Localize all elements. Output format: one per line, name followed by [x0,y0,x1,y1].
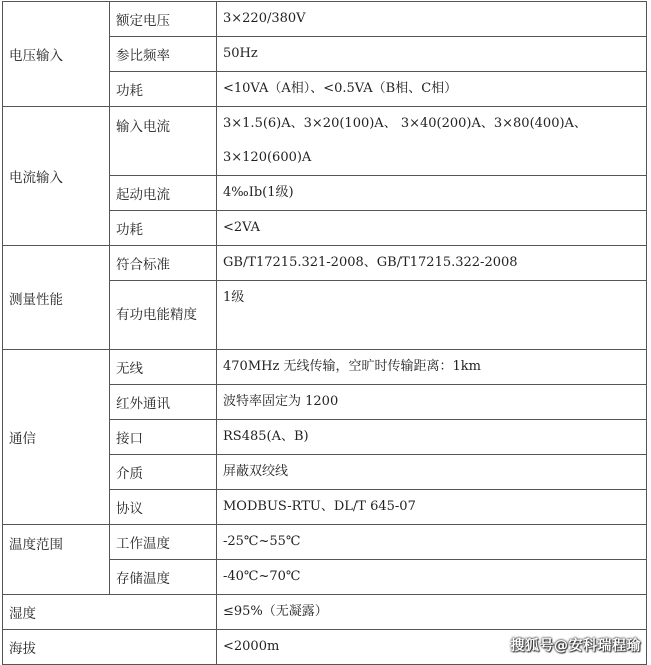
param-name: 有功电能精度 [110,281,217,350]
param-value: 波特率固定为 1200 [217,385,647,420]
param-name: 起动电流 [110,176,217,211]
param-name: 符合标准 [110,246,217,281]
param-value: 3×1.5(6)A、3×20(100)A、 3×40(200)A、3×80(400)A、3×120(600)A [217,107,647,176]
param-name: 参比频率 [110,37,217,72]
param-name: 额定电压 [110,2,217,37]
category-measurement: 测量性能 [3,246,110,350]
param-name: 输入电流 [110,107,217,176]
category-temperature: 温度范围 [3,525,110,595]
param-value: 470MHz 无线传输，空旷时传输距离：1km [217,350,647,385]
param-value: GB/T17215.321-2008、GB/T17215.322-2008 [217,246,647,281]
category-communication: 通信 [3,350,110,525]
param-name: 接口 [110,420,217,455]
param-value: 1级 [217,281,647,350]
category-voltage-input: 电压输入 [3,2,110,107]
param-name: 功耗 [110,72,217,107]
watermark: 搜狐号@安科瑞程瑜 [510,638,641,654]
category-altitude: 海拔 [3,630,217,665]
param-name: 存储温度 [110,560,217,595]
param-value: -25℃~55℃ [217,525,647,560]
param-value: 屏蔽双绞线 [217,455,647,490]
param-name: 介质 [110,455,217,490]
param-name: 功耗 [110,211,217,246]
param-value: 50Hz [217,37,647,72]
param-value: MODBUS-RTU、DL/T 645-07 [217,490,647,525]
param-value: -40℃~70℃ [217,560,647,595]
spec-table [2,1,647,665]
param-value: <2VA [217,211,647,246]
category-humidity: 湿度 [3,595,217,630]
param-name: 工作温度 [110,525,217,560]
param-value: 3×220/380V [217,2,647,37]
param-value: ≤95%（无凝露） [217,595,647,630]
param-value: <2000m [217,630,647,665]
param-value: RS485(A、B) [217,420,647,455]
param-name: 无线 [110,350,217,385]
param-name: 协议 [110,490,217,525]
param-value: <10VA（A相）、<0.5VA（B相、C相） [217,72,647,107]
param-value: 4‰Ib(1级) [217,176,647,211]
param-name: 红外通讯 [110,385,217,420]
category-current-input: 电流输入 [3,107,110,246]
